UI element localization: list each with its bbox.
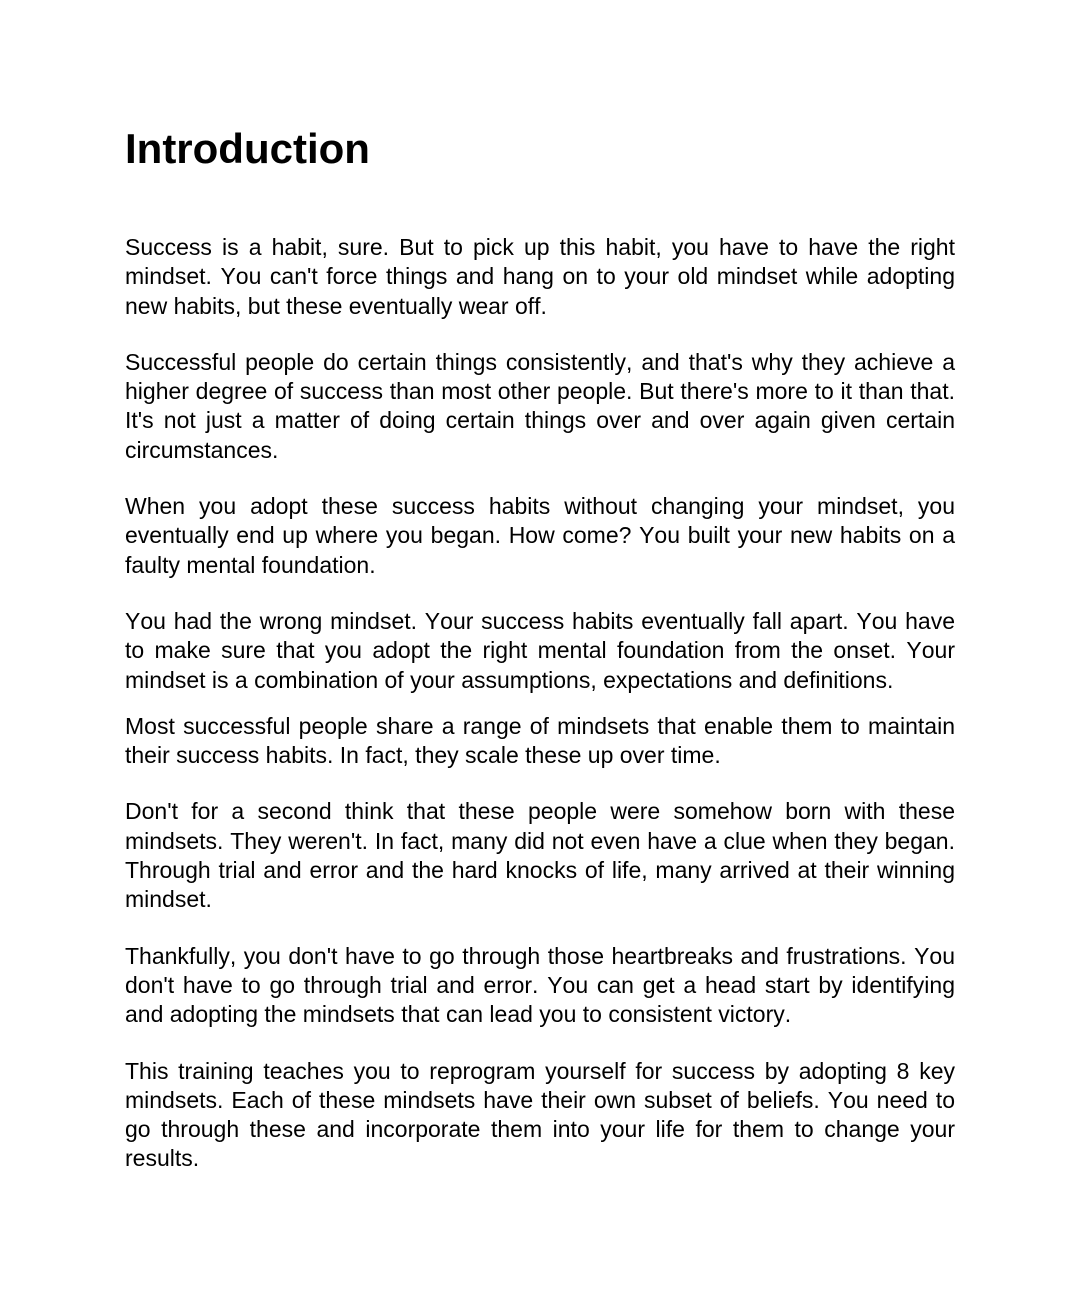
paragraph: Success is a habit, sure. But to pick up this habit, you have to have the right mindset. You can't force things and hang on to your old mindset while adopting new habits, but these eventually wear off. (125, 234, 955, 319)
paragraph: When you adopt these success habits without changing your mindset, you eventually end up where you began. How come? You built your new habits on a faulty mental foundation. (125, 493, 955, 578)
paragraph: Don't for a second think that these people were somehow born with these mindsets. They weren't. In fact, many did not even have a clue when they began. Through trial and error and the hard knocks of life, many arrived at their winning mindset. (125, 798, 955, 913)
paragraph: This training teaches you to reprogram yourself for success by adopting 8 key mindsets. Each of these mindsets have their own subset of beliefs. You need to go through these and incorporate them into your life for them to change your results. (125, 1057, 955, 1172)
paragraph: Successful people do certain things consistently, and that's why they achieve a higher degree of success than most other people. But there's more to it than that. It's not just a matter of doing certain things over and over again given certain circumstances. (125, 348, 955, 463)
paragraph: You had the wrong mindset. Your success habits eventually fall apart. You have to make sure that you adopt the right mental foundation from the onset. Your mindset is a combination of your assumptions, expectations and definitions. (125, 607, 955, 693)
page-title: Introduction (125, 125, 370, 172)
paragraph: Thankfully, you don't have to go through those heartbreaks and frustrations. You don't have to go through trial and error. You can get a head start by identifying and adopting the mindsets that can lead you to consistent victory. (125, 942, 955, 1028)
paragraph: Most successful people share a range of mindsets that enable them to maintain their success habits. In fact, they scale these up over time. (125, 712, 955, 769)
